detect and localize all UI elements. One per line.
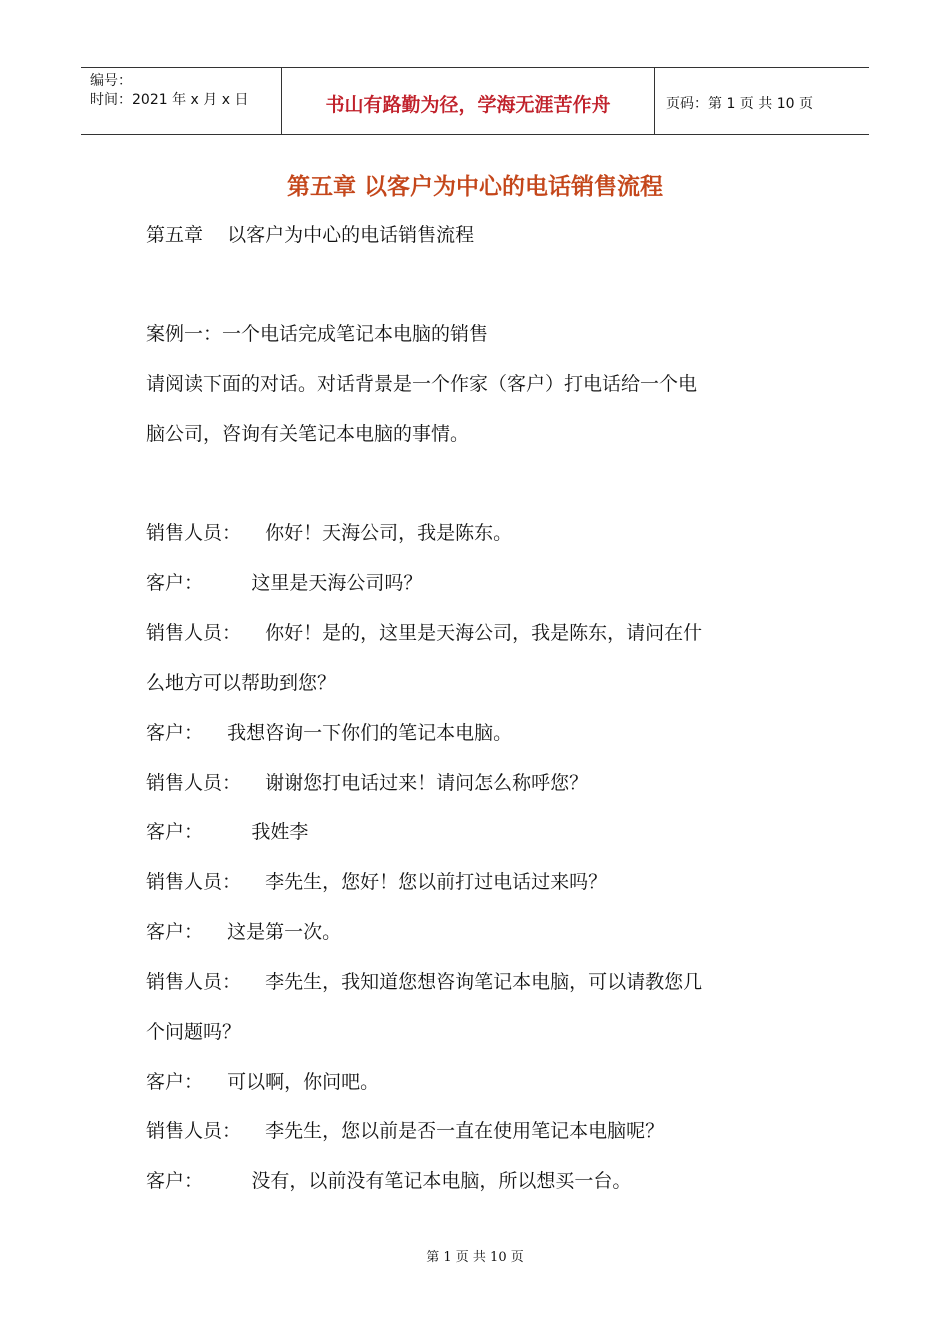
dialog-line: 销售人员： 你好！是的，这里是天海公司，我是陈东，请问在什 xyxy=(146,622,703,644)
dialog-line: 客户： 这是第一次。 xyxy=(146,921,342,943)
case-heading: 案例一：一个电话完成笔记本电脑的销售 xyxy=(146,323,489,345)
dialog-line: 个问题吗？ xyxy=(146,1021,242,1043)
dialog-line: 销售人员： 谢谢您打电话过来！请问怎么称呼您？ xyxy=(146,772,589,794)
header-meta-cell xyxy=(81,68,282,134)
dialog-line: 客户： 我姓李 xyxy=(146,821,309,843)
dialog-line: 客户： 可以啊，你问吧。 xyxy=(146,1071,380,1093)
dialog-line: 么地方可以帮助到您？ xyxy=(146,672,337,694)
paragraph-line: 请阅读下面的对话。对话背景是一个作家（客户）打电话给一个电 xyxy=(146,373,698,395)
dialog-line: 销售人员： 李先生，我知道您想咨询笔记本电脑，可以请教您几 xyxy=(146,971,703,993)
dialog-line: 销售人员： 李先生，您以前是否一直在使用笔记本电脑呢？ xyxy=(146,1120,665,1142)
page-info-cell xyxy=(655,68,869,134)
page-footer: 第 1 页 共 10 页 xyxy=(426,1250,524,1265)
date-label: 时间：2021 年 x 月 x 日 xyxy=(90,92,249,108)
header-table xyxy=(81,67,869,135)
number-label: 编号： xyxy=(90,73,132,89)
chapter-title: 第五章 以客户为中心的电话销售流程 xyxy=(286,174,663,200)
chapter-heading: 第五章 以客户为中心的电话销售流程 xyxy=(146,224,475,246)
dialog-line: 销售人员： 你好！天海公司，我是陈东。 xyxy=(146,522,513,544)
page-info: 页码：第 1 页 共 10 页 xyxy=(666,96,813,112)
paragraph-line: 脑公司，咨询有关笔记本电脑的事情。 xyxy=(146,423,470,445)
dialog-line: 客户： 这里是天海公司吗？ xyxy=(146,572,423,594)
dialog-line: 客户： 没有，以前没有笔记本电脑，所以想买一台。 xyxy=(146,1170,632,1192)
motto: 书山有路勤为径，学海无涯苦作舟 xyxy=(325,93,611,116)
motto-cell xyxy=(282,68,655,134)
dialog-line: 客户： 我想咨询一下你们的笔记本电脑。 xyxy=(146,722,513,744)
dialog-line: 销售人员： 李先生，您好！您以前打过电话过来吗？ xyxy=(146,871,608,893)
